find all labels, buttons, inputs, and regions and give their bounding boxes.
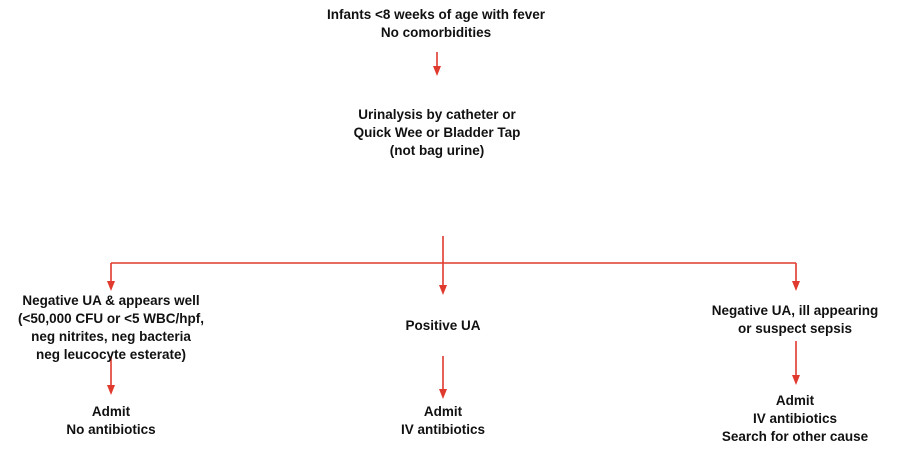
node-text-line: No comorbidities xyxy=(380,25,492,40)
node-text-line: neg nitrites, neg bacteria xyxy=(31,329,191,344)
node-text-line: or suspect sepsis xyxy=(737,321,853,336)
node-text-line: IV antibiotics xyxy=(400,422,486,437)
node-infants-with-fever xyxy=(327,6,545,42)
node-text-line: Admit xyxy=(423,404,463,419)
node-text-line: (not bag urine) xyxy=(389,143,485,158)
node-text-line: Urinalysis by catheter or xyxy=(358,107,516,122)
node-urinalysis xyxy=(354,106,521,160)
node-text-line: Search for other cause xyxy=(721,429,869,444)
node-text-line: Admit xyxy=(775,393,815,408)
node-text-line: Positive UA xyxy=(405,318,481,333)
node-negative-ua-appears-well xyxy=(18,292,204,364)
node-text-line: Quick Wee or Bladder Tap xyxy=(353,125,521,140)
node-positive-ua xyxy=(405,317,480,335)
node-negative-ua-ill-appearing xyxy=(712,302,879,338)
node-admit-iv-antibiotics xyxy=(401,403,485,439)
node-admit-iv-antibiotics-search-cause xyxy=(722,392,868,446)
node-text-line: IV antibiotics xyxy=(752,411,837,426)
node-text-line: neg leucocyte esterate) xyxy=(35,347,187,362)
node-text-line: No antibiotics xyxy=(66,422,156,437)
node-text-line: Negative UA, ill appearing xyxy=(711,303,879,318)
node-admit-no-antibiotics xyxy=(66,403,155,439)
node-text-line: Infants <8 weeks of age with fever xyxy=(327,7,545,22)
node-text-line: (<50,000 CFU or <5 WBC/hpf, xyxy=(17,311,205,326)
node-text-line: Admit xyxy=(91,404,131,419)
node-text-line: Negative UA & appears well xyxy=(22,293,200,308)
